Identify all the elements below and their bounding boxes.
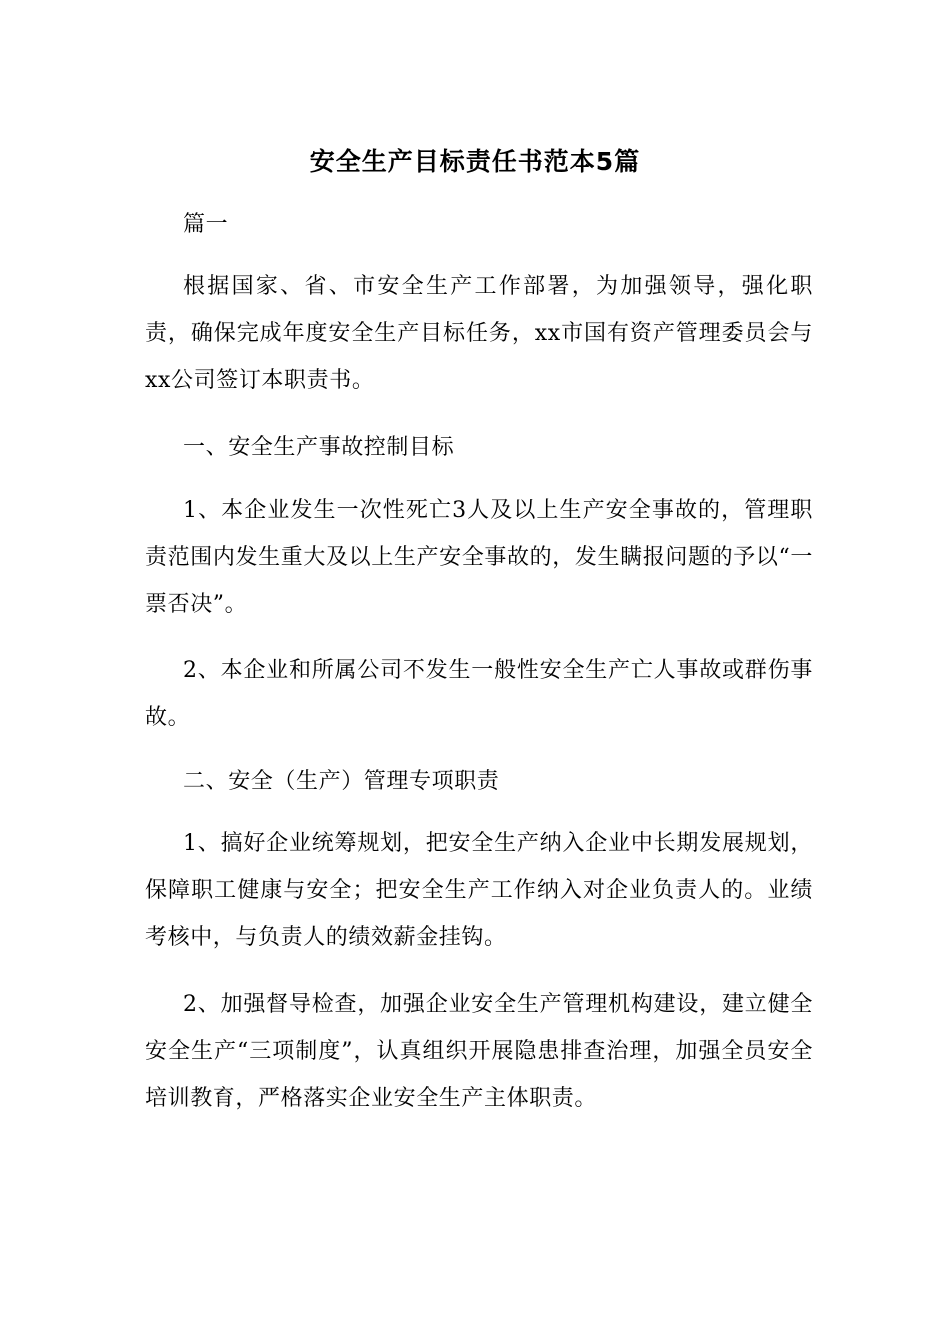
section-label: 篇一	[183, 212, 229, 237]
part1-item-1: 1、本企业发生一次性死亡3人及以上生产安全事故的，管理职责范围内发生重大及以上生产安全事故的，发生瞒报问题的予以“一票否决”。	[145, 498, 813, 617]
intro-paragraph: 根据国家、省、市安全生产工作部署，为加强领导，强化职责，确保完成年度安全生产目标任务，xx市国有资产管理委员会与xx公司签订本职责书。	[145, 274, 813, 393]
part2-item-1: 1、搞好企业统筹规划，把安全生产纳入企业中长期发展规划，保障职工健康与安全；把安全生产工作纳入对企业负责人的。业绩考核中，与负责人的绩效薪金挂钩。	[145, 831, 813, 950]
part1-item-2: 2、本企业和所属公司不发生一般性安全生产亡人事故或群伤事故。	[145, 658, 813, 730]
document-title: 安全生产目标责任书范本5篇	[309, 147, 641, 176]
part2-heading: 二、安全（生产）管理专项职责	[183, 769, 500, 794]
part2-item-2: 2、加强督导检查，加强企业安全生产管理机构建设，建立健全安全生产“三项制度”，认真组织开展隐患排查治理，加强全员安全培训教育，严格落实企业安全生产主体职责。	[145, 992, 813, 1111]
part1-heading: 一、安全生产事故控制目标	[183, 435, 455, 460]
